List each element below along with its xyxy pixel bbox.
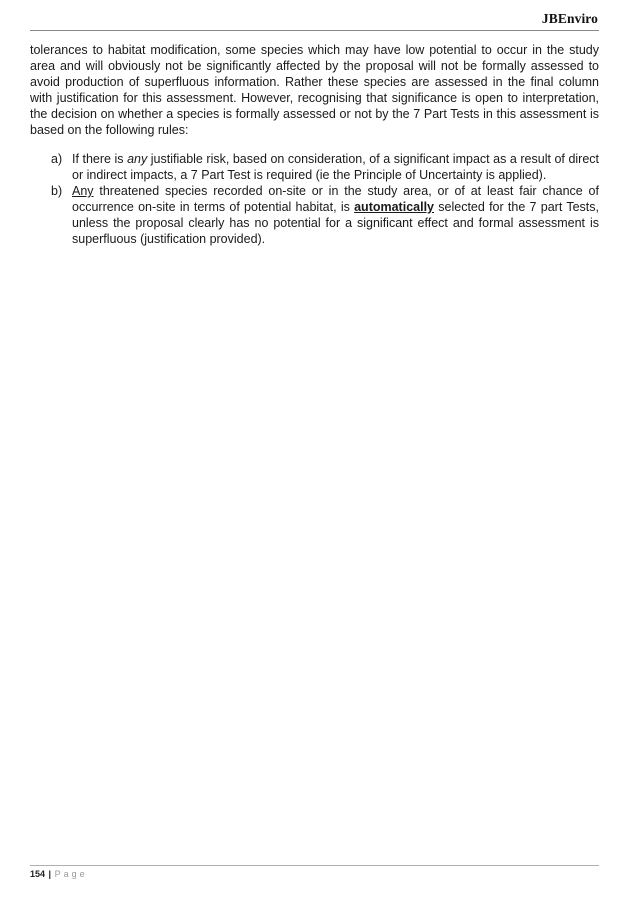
rule-b-text-end: selected for the 7 part Tests, unless the proposal clearly has no potential for a significant effect and formal assessment is superfluous (justification provided). <box>72 200 599 246</box>
rule-marker-a: a) <box>51 152 63 166</box>
rule-marker-b: b) <box>51 184 63 198</box>
rule-a-text-start: If there is <box>72 152 128 166</box>
page-label: Page <box>54 869 88 879</box>
rule-b-strong-underlined: automatically <box>354 200 434 214</box>
rule-a-emphasis: any <box>127 152 148 166</box>
footer-separator: | <box>48 869 52 879</box>
rule-b-lead-underlined: Any <box>72 184 94 198</box>
rule-b-text-middle: threatened species recorded on-site or in the study area, or of at least fair chance of occurrence on-site in terms of potential habitat, is <box>72 184 599 214</box>
header-brand: JBEnviro <box>541 11 598 26</box>
page-footer <box>30 869 88 879</box>
rule-a-text-end: justifiable risk, based on consideration, of a significant impact as a result of direct or indirect impacts, a 7 Part Test is required (ie the Principle of Uncertainty is applied). <box>72 152 600 182</box>
rules-list <box>30 151 599 247</box>
page-number: 154 <box>30 869 46 879</box>
footer-divider <box>30 865 599 866</box>
rule-item-a <box>30 151 599 183</box>
header-divider <box>30 30 599 31</box>
intro-paragraph: tolerances to habitat modification, some species which may have low potential to occur in the study area and will obviously not be significantly affected by the proposal will not be formally assessed to avoid production of superfluous information. Rather these species are assessed in the final column with justification for this assessment. However, recognising that significance is open to interpretation, the decision on whether a species is formally assessed or not by the 7 Part Tests in this assessment is based on the following rules: <box>30 43 599 137</box>
rule-item-b <box>30 183 599 247</box>
